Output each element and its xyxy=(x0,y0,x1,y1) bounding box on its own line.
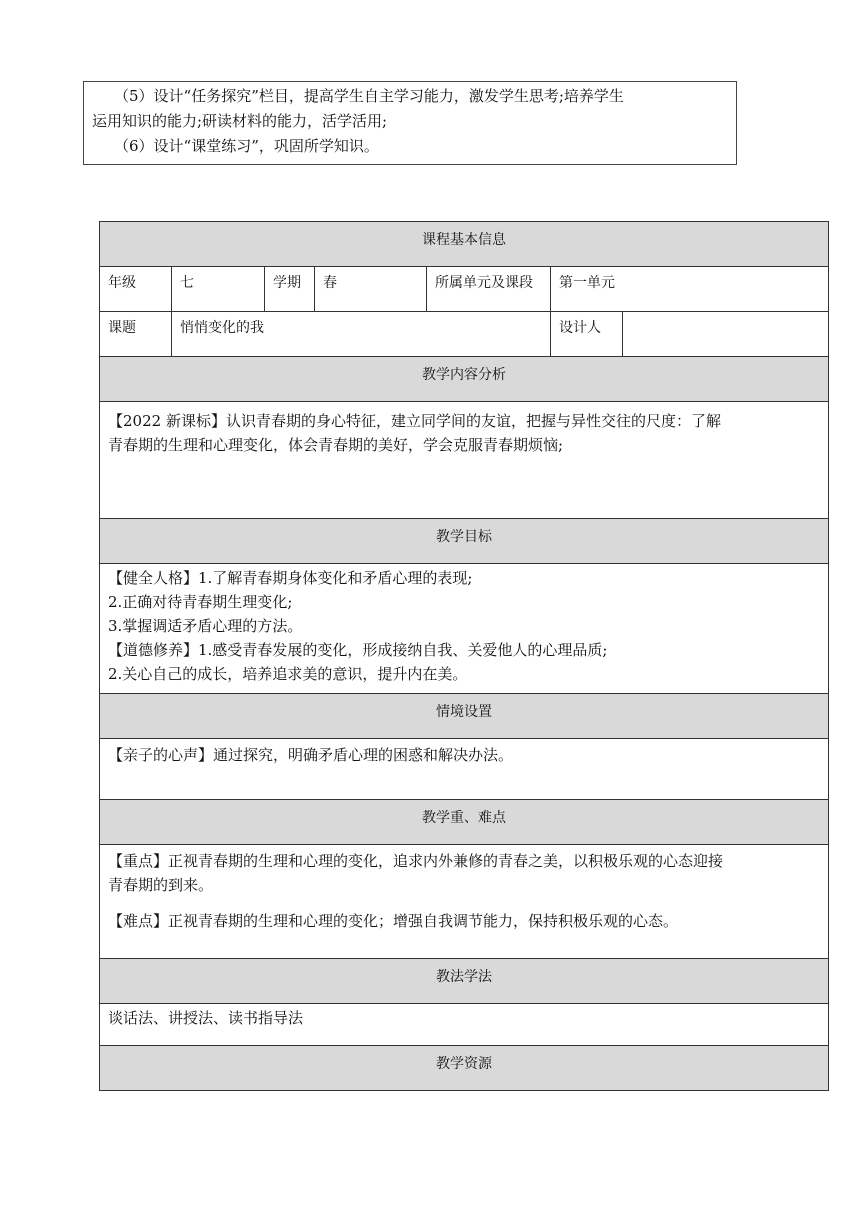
design-note-item-6: （6）设计“课堂练习”，巩固所学知识。 xyxy=(114,137,379,155)
methods-text: 谈话法、讲授法、读书指导法 xyxy=(108,1009,304,1027)
difficult-point: 【难点】正视青春期的生理和心理的变化；增强自我调节能力，保持积极乐观的心态。 xyxy=(108,912,679,930)
methods-header: 教法学法 xyxy=(100,959,829,1004)
resources-header: 教学资源 xyxy=(100,1046,829,1091)
methods-cell xyxy=(100,1004,829,1046)
unit-label: 所属单元及课段 xyxy=(435,275,533,291)
design-note-item-5-line-1: （5）设计“任务探究”栏目，提高学生自主学习能力，激发学生思考;培养学生 xyxy=(114,87,624,105)
goals-cell xyxy=(100,564,829,694)
term-value: 春 xyxy=(323,275,337,291)
topic-label: 课题 xyxy=(108,320,136,336)
grade-value-cell xyxy=(172,267,265,312)
term-label-cell xyxy=(265,267,315,312)
key-points-header: 教学重、难点 xyxy=(100,800,829,845)
designer-value-cell xyxy=(623,312,829,357)
topic-label-cell xyxy=(100,312,172,357)
designer-value xyxy=(623,312,828,317)
content-analysis-line-1: 【2022 新课标】认识青春期的身心特征，建立同学间的友谊，把握与异性交往的尺度：了解 xyxy=(108,412,721,430)
scenario-text: 【亲子的心声】通过探究，明确矛盾心理的困惑和解决办法。 xyxy=(108,746,514,764)
term-value-cell xyxy=(315,267,427,312)
goal-personality-2: 2.正确对待青春期生理变化; xyxy=(108,593,293,611)
grade-label-cell xyxy=(100,267,172,312)
designer-label: 设计人 xyxy=(559,320,601,336)
scenario-cell xyxy=(100,739,829,800)
content-analysis-line-2: 青春期的生理和心理变化，体会青春期的美好，学会克服青春期烦恼; xyxy=(108,436,564,454)
goals-header: 教学目标 xyxy=(100,519,829,564)
content-analysis-header: 教学内容分析 xyxy=(100,357,829,402)
topic-value-cell xyxy=(172,312,551,357)
unit-label-cell xyxy=(427,267,551,312)
design-note-item-5-line-2: 运用知识的能力;研读材料的能力，活学活用; xyxy=(92,112,388,130)
grade-value: 七 xyxy=(180,275,194,291)
key-points-cell xyxy=(100,845,829,959)
designer-label-cell xyxy=(551,312,623,357)
unit-value-cell xyxy=(551,267,829,312)
unit-value: 第一单元 xyxy=(559,275,615,291)
term-label: 学期 xyxy=(273,275,301,291)
design-notes-box xyxy=(83,81,737,165)
goal-morality-2: 2.关心自己的成长，培养追求美的意识，提升内在美。 xyxy=(108,665,468,683)
goal-morality-1: 【道德修养】1.感受青春发展的变化，形成接纳自我、关爱他人的心理品质; xyxy=(108,641,608,659)
goal-personality-3: 3.掌握调适矛盾心理的方法。 xyxy=(108,617,303,635)
course-info-table xyxy=(99,221,829,1091)
key-point-line-2: 青春期的到来。 xyxy=(108,876,214,894)
key-point-line-1: 【重点】正视青春期的生理和心理的变化，追求内外兼修的青春之美，以积极乐观的心态迎接 xyxy=(108,852,724,870)
goal-personality-1: 【健全人格】1.了解青春期身体变化和矛盾心理的表现; xyxy=(108,569,473,587)
content-analysis-cell xyxy=(100,402,829,519)
grade-label: 年级 xyxy=(108,275,136,291)
topic-value: 悄悄变化的我 xyxy=(180,320,264,336)
scenario-header: 情境设置 xyxy=(100,694,829,739)
basic-info-header: 课程基本信息 xyxy=(100,222,829,267)
